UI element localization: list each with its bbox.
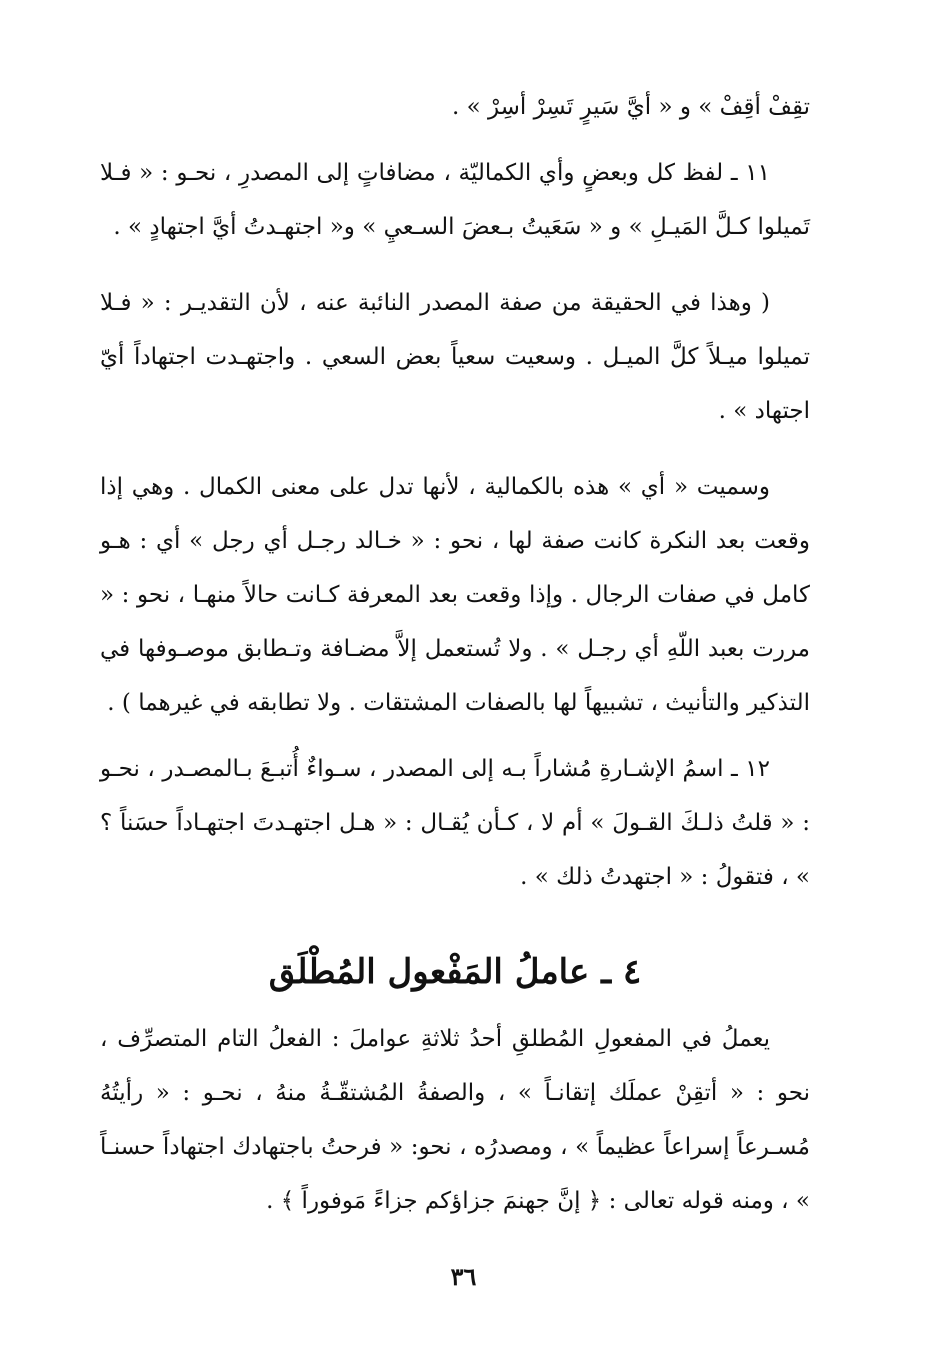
paragraph-explanation: ( وهذا في الحقيقة من صفة المصدر النائبة عنه ، لأن التقديـر : « فـلا تميلوا ميـلاً كلَّ الميـل . وسعيت سعياً بعض السعي . واجتهـدت اجتهاداً أيّ اجتهاد » . bbox=[100, 290, 810, 424]
paragraph-item-12: ١٢ ـ اسمُ الإشـارةِ مُشاراً بـه إلى المصدر ، سـواءٌ أُتبـعَ بـالمصـدر ، نحـو : « قلتُ ذلـكَ القـولَ » أم لا ، كـأن يُقـال : « هـل اجتهـدتَ اجتهـاداً حسَناً ؟ » ، فتقولُ : « اجتهدتُ ذلك » . bbox=[100, 756, 810, 890]
section-heading: ٤ ـ عاملُ المَفْعول المُطْلَق bbox=[268, 952, 642, 992]
page-number: ٣٦ bbox=[450, 1262, 477, 1291]
paragraph-section-body: يعملُ في المفعولِ المُطلقِ أحدُ ثلاثةِ عواملَ : الفعلُ التام المتصرِّف ، نحو : « أتقِنْ عملَك إتقانـاً » ، والصفةُ المُشتقّـةُ منهُ ، نحـو : « رأيتُهُ مُسـرعاً إسراعاً عظيماً » ، ومصدرُه ، نحو: « فرحتُ باجتهادك اجتهاداً حسنـاً » ، ومنه قوله تعالى : ﴿ إنَّ جهنمَ جزاؤكم جزاءً مَوفوراً ﴾ . bbox=[100, 1026, 810, 1214]
paragraph-continuation: تقِفْ أقِفْ » و « أيَّ سَيرٍ تَسِرْ أسِرْ » . bbox=[451, 94, 810, 120]
paragraph-item-11: ١١ ـ لفظ كل وبعضٍ وأي الكماليّة ، مضافاتٍ إلى المصدرِ ، نحـو : « فـلا تَميلوا كـلَّ المَيـلِ » و « سَعَيتُ بـعضَ السـعيِ » و« اجتهـدتُ أيَّ اجتهادٍ » . bbox=[100, 160, 810, 240]
page-body bbox=[100, 80, 810, 1228]
paragraph-naming-note: وسميت « أي » هذه بالكمالية ، لأنها تدل على معنى الكمال . وهي إذا وقعت بعد النكرة كانت صفة لها ، نحو : « خـالد رجـل أي رجل » أي : هـو كامل في صفات الرجال . وإذا وقعت بعد المعرفة كـانت حالاً منهـا ، نحو : « مررت بعبد اللّهِ أي رجـل » . ولا تُستعمل إلاَّ مضـافة وتـطابق موصـوفها في التذكير والتأنيث ، تشبيهاً لها بالصفات المشتقات . ولا تطابقه في غيرهما ) . bbox=[100, 474, 810, 716]
